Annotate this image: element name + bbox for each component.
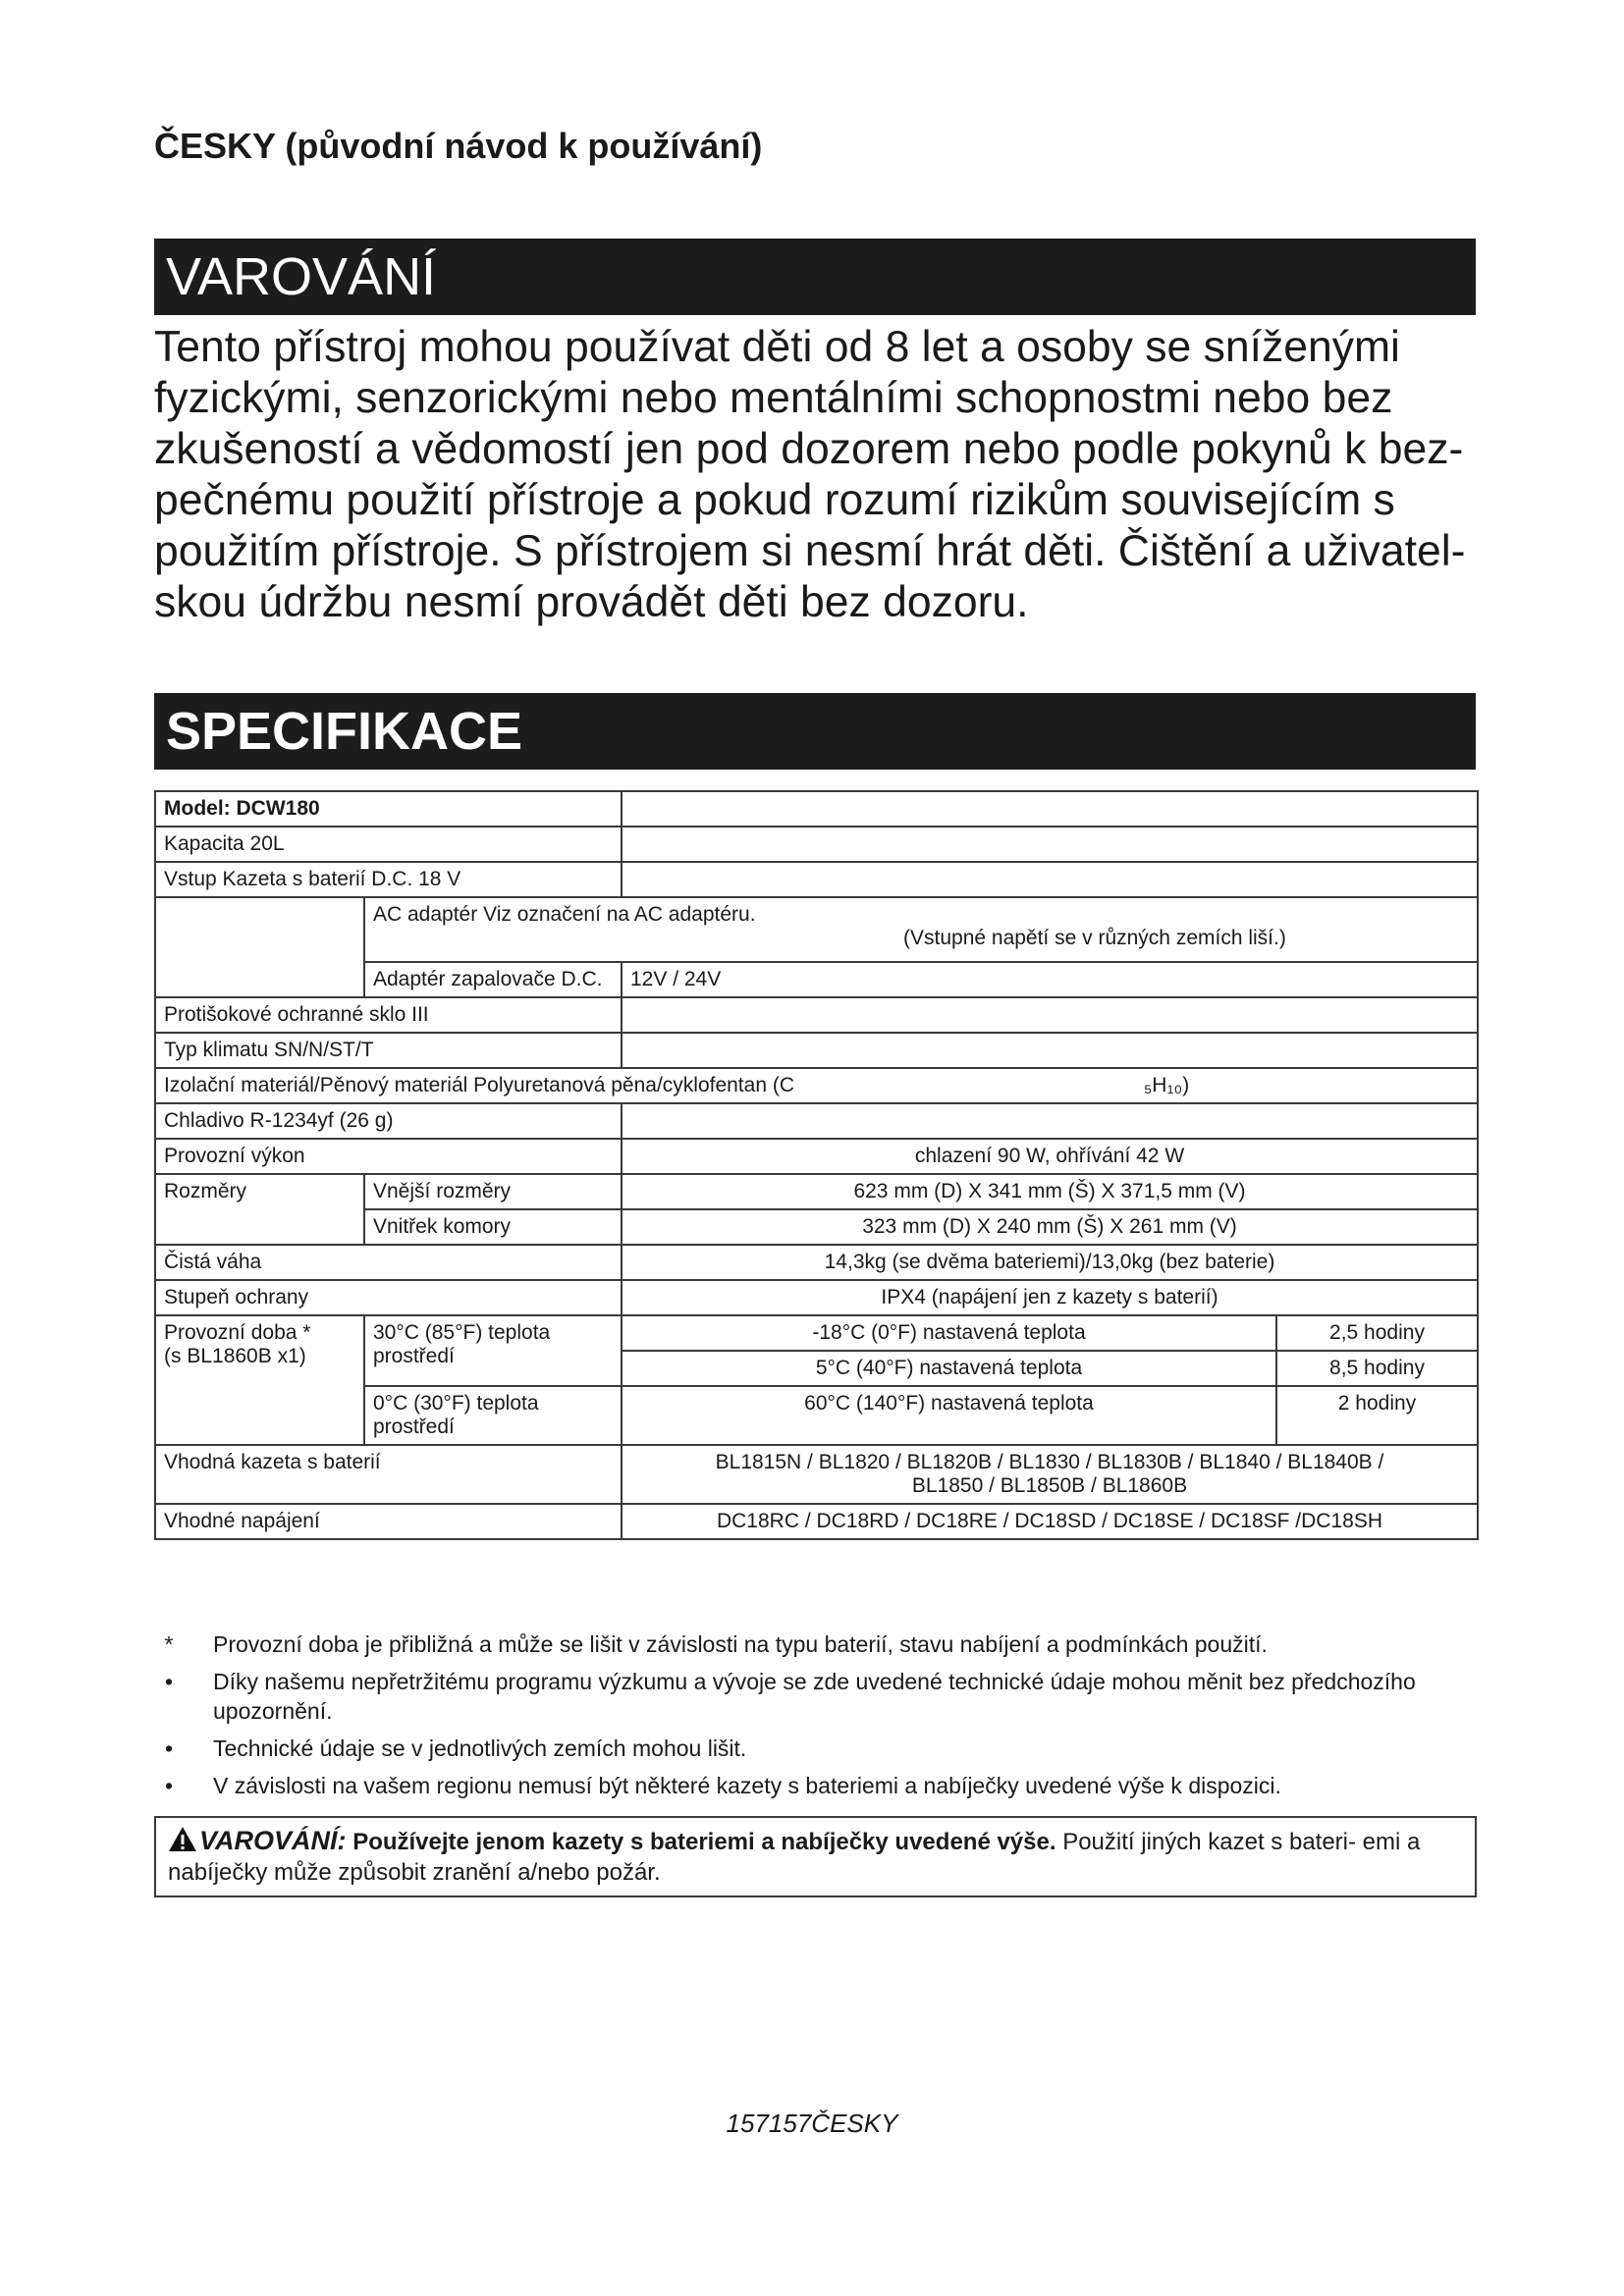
glass-cell: Protišokové ochranné sklo III xyxy=(155,997,622,1033)
inner-dimensions-label: Vnitřek komory xyxy=(364,1209,622,1245)
table-row xyxy=(155,1139,1478,1174)
set-temp-5: 5°C (40°F) nastavená teplota xyxy=(622,1351,1276,1386)
bullet-marker: • xyxy=(164,1773,174,1798)
outer-dimensions-label: Vnější rozměry xyxy=(364,1174,622,1209)
warning-line: použitím přístroje. S přístrojem si nesmí hrát děti. Čištění a uživatel- xyxy=(154,527,1466,575)
specification-table xyxy=(154,790,1479,1540)
climate-cell: Typ klimatu SN/N/ST/T xyxy=(155,1033,622,1068)
warning-triangle-icon xyxy=(168,1826,197,1852)
table-row xyxy=(155,862,1478,897)
power-label: Provozní výkon xyxy=(155,1139,622,1174)
charger-label: Vhodné napájení xyxy=(155,1504,622,1539)
warning-paragraph xyxy=(154,322,1489,628)
table-row xyxy=(155,1280,1478,1315)
table-row xyxy=(155,1245,1478,1280)
car-adapter-value: 12V / 24V xyxy=(622,962,1478,997)
set-temp-60: 60°C (140°F) nastavená teplota xyxy=(622,1386,1276,1445)
inner-dimensions-value: 323 mm (D) X 240 mm (Š) X 261 mm (V) xyxy=(622,1209,1478,1245)
note-text: Technické údaje se v jednotlivých zemích mohou lišit. xyxy=(213,1735,747,1761)
note-marker: * xyxy=(164,1631,174,1657)
list-item xyxy=(154,1667,1480,1726)
warning-line: fyzickými, senzorickými nebo mentálními schopnostmi nebo bez xyxy=(154,374,1393,422)
warning-line: pečnému použití přístroje a pokud rozumí rizikům souvisejícím s xyxy=(154,476,1395,524)
specification-heading: SPECIFIKACE xyxy=(154,693,1476,770)
power-value: chlazení 90 W, ohřívání 42 W xyxy=(622,1139,1478,1174)
empty-cell xyxy=(622,862,1478,897)
table-row xyxy=(155,1068,1478,1103)
language-title: ČESKY (původní návod k používání) xyxy=(154,126,763,166)
insulation-cell xyxy=(155,1068,1478,1103)
warning-bold-text: Používejte jenom kazety s bateriemi a nabíječky uvedené výše. xyxy=(352,1829,1056,1855)
note-text: V závislosti na vašem regionu nemusí být některé kazety s bateriemi a nabíječky uvedené výše k dispozici. xyxy=(213,1773,1281,1798)
table-row xyxy=(155,897,1478,962)
table-row xyxy=(155,791,1478,827)
hours-minus18: 2,5 hodiny xyxy=(1276,1315,1478,1351)
warning-label: VAROVÁNÍ: xyxy=(199,1826,347,1855)
empty-cell xyxy=(155,897,364,997)
bullet-marker: • xyxy=(164,1735,174,1761)
empty-cell xyxy=(622,997,1478,1033)
empty-cell xyxy=(622,791,1478,827)
ac-adapter-note: (Vstupné napětí se v různých zemích liší.) xyxy=(903,927,1286,949)
table-row xyxy=(155,1315,1478,1351)
ambient-30-label: 30°C (85°F) teplota prostředí xyxy=(364,1315,622,1386)
bullet-marker: • xyxy=(164,1669,174,1694)
note-text: Díky našemu nepřetržitému programu výzkumu a vývoje se zde uvedené technické údaje mohou měnit bez předchozího upozornění. xyxy=(213,1669,1416,1724)
table-row xyxy=(155,997,1478,1033)
list-item xyxy=(154,1734,1480,1763)
outer-dimensions-value: 623 mm (D) X 341 mm (Š) X 371,5 mm (V) xyxy=(622,1174,1478,1209)
input-battery-cell: Vstup Kazeta s baterií D.C. 18 V xyxy=(155,862,622,897)
battery-warning-box xyxy=(154,1816,1477,1897)
dimensions-label: Rozměry xyxy=(155,1174,364,1245)
notes-list xyxy=(154,1629,1480,1808)
insulation-text: Izolační materiál/Pěnový materiál Polyuretanová pěna/cyklofentan (C xyxy=(164,1074,794,1096)
hours-60: 2 hodiny xyxy=(1276,1386,1478,1445)
table-row xyxy=(155,1103,1478,1139)
battery-value: BL1815N / BL1820 / BL1820B / BL1830 / BL1830B / BL1840 / BL1840B / BL1850 / BL1850B / BL1860B xyxy=(622,1445,1478,1504)
list-item xyxy=(154,1771,1480,1800)
warning-text: Použití jiných kazet s bateri- emi a nabíječky může způsobit zranění a/nebo požár. xyxy=(168,1829,1421,1886)
table-row xyxy=(155,1174,1478,1209)
page-footer: 157157ČESKY xyxy=(726,2109,898,2138)
note-text: Provozní doba je přibližná a může se lišit v závislosti na typu baterií, stavu nabíjení a podmínkách použití. xyxy=(213,1631,1268,1657)
list-item xyxy=(154,1629,1480,1659)
table-row xyxy=(155,827,1478,862)
empty-cell xyxy=(622,1033,1478,1068)
protection-label: Stupeň ochrany xyxy=(155,1280,622,1315)
ac-adapter-cell xyxy=(364,897,1478,962)
capacity-cell: Kapacita 20L xyxy=(155,827,622,862)
warning-line: zkušeností a vědomostí jen pod dozorem nebo podle pokynů k bez- xyxy=(154,425,1464,473)
refrigerant-cell: Chladivo R-1234yf (26 g) xyxy=(155,1103,622,1139)
battery-label: Vhodná kazeta s baterií xyxy=(155,1445,622,1504)
charger-value: DC18RC / DC18RD / DC18RE / DC18SD / DC18SE / DC18SF /DC18SH xyxy=(622,1504,1478,1539)
set-temp-minus18: -18°C (0°F) nastavená teplota xyxy=(622,1315,1276,1351)
empty-cell xyxy=(622,1103,1478,1139)
warning-line: skou údržbu nesmí provádět děti bez dozoru. xyxy=(154,578,1029,626)
weight-label: Čistá váha xyxy=(155,1245,622,1280)
warning-heading: VAROVÁNÍ xyxy=(154,239,1476,315)
table-row xyxy=(155,1033,1478,1068)
ac-adapter-text: AC adaptér Viz označení na AC adaptéru. xyxy=(373,903,756,926)
hours-5: 8,5 hodiny xyxy=(1276,1351,1478,1386)
ambient-0-label: 0°C (30°F) teplota prostředí xyxy=(364,1386,622,1445)
model-cell: Model: DCW180 xyxy=(155,791,622,827)
protection-value: IPX4 (napájení jen z kazety s baterií) xyxy=(622,1280,1478,1315)
table-row xyxy=(155,1504,1478,1539)
table-row xyxy=(155,1445,1478,1504)
empty-cell xyxy=(622,827,1478,862)
car-adapter-label: Adaptér zapalovače D.C. xyxy=(364,962,622,997)
insulation-formula: ₅H₁₀) xyxy=(1143,1074,1190,1096)
warning-line: Tento přístroj mohou používat děti od 8 let a osoby se sníženými xyxy=(154,323,1400,371)
runtime-label: Provozní doba * (s BL1860B x1) xyxy=(155,1315,364,1445)
weight-value: 14,3kg (se dvěma bateriemi)/13,0kg (bez baterie) xyxy=(622,1245,1478,1280)
